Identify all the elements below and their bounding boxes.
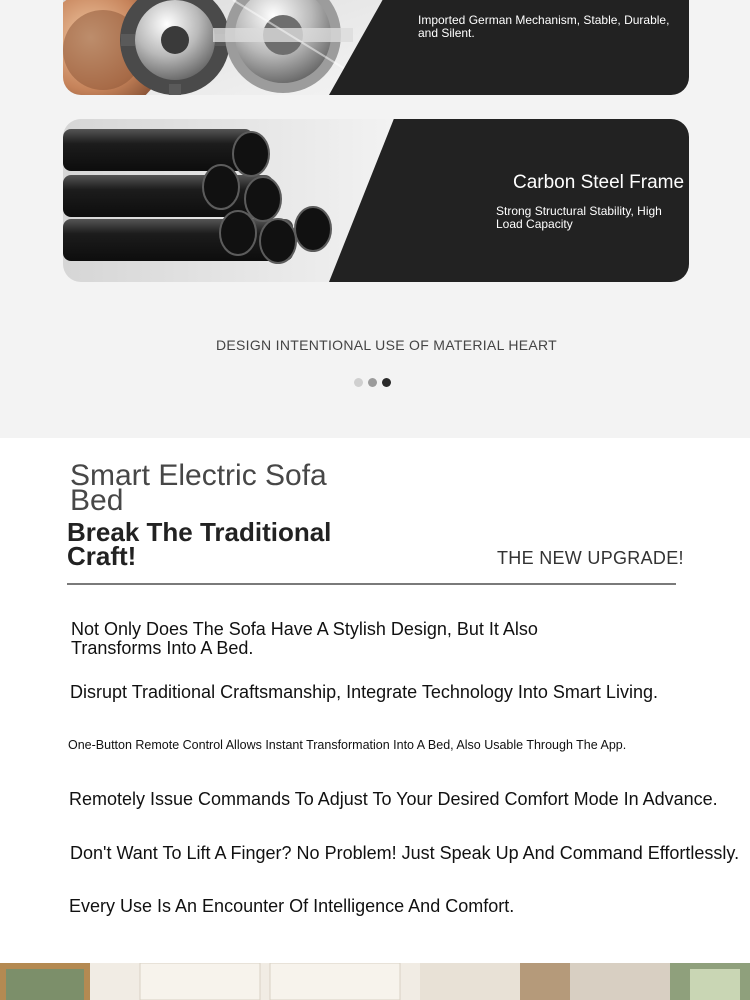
- room-photo: [0, 963, 750, 1000]
- feature-section: [0, 0, 750, 438]
- feature-line-6: Every Use Is An Encounter Of Intelligence And Comfort.: [69, 896, 515, 916]
- feature-line-1: Not Only Does The Sofa Have A Stylish Design, But It Also Transforms Into A Bed.: [71, 619, 538, 658]
- card-description-motor: Imported German Mechanism, Stable, Durable, and Silent.: [418, 13, 670, 40]
- design-tagline: DESIGN INTENTIONAL USE OF MATERIAL HEART: [215, 337, 558, 353]
- card-description-frame: Strong Structural Stability, High Load Capacity: [496, 204, 662, 231]
- feature-line-4: Remotely Issue Commands To Adjust To Your Desired Comfort Mode In Advance.: [69, 789, 718, 809]
- card-title-frame: Carbon Steel Frame: [513, 172, 685, 193]
- carousel-dot-1[interactable]: [354, 378, 363, 387]
- feature-line-3: One-Button Remote Control Allows Instant Transformation Into A Bed, Also Usable Through The App.: [68, 738, 627, 752]
- feature-line-2: Disrupt Traditional Craftsmanship, Integrate Technology Into Smart Living.: [70, 682, 658, 702]
- product-subtitle: Break The Traditional Craft!: [67, 517, 332, 571]
- feature-line-5: Don't Want To Lift A Finger? No Problem! Just Speak Up And Command Effortlessly.: [70, 843, 740, 863]
- feature-card-frame: [63, 119, 689, 282]
- divider: [67, 583, 676, 585]
- carousel-dots: [354, 378, 391, 387]
- room-photo-image: [0, 963, 750, 1000]
- carousel-dot-2[interactable]: [368, 378, 377, 387]
- feature-card-motor: [63, 0, 689, 95]
- product-title: Smart Electric Sofa Bed: [70, 459, 327, 517]
- carousel-dot-3-active[interactable]: [382, 378, 391, 387]
- upgrade-badge: THE NEW UPGRADE!: [497, 548, 684, 568]
- card-title-motor: [418, 0, 678, 4]
